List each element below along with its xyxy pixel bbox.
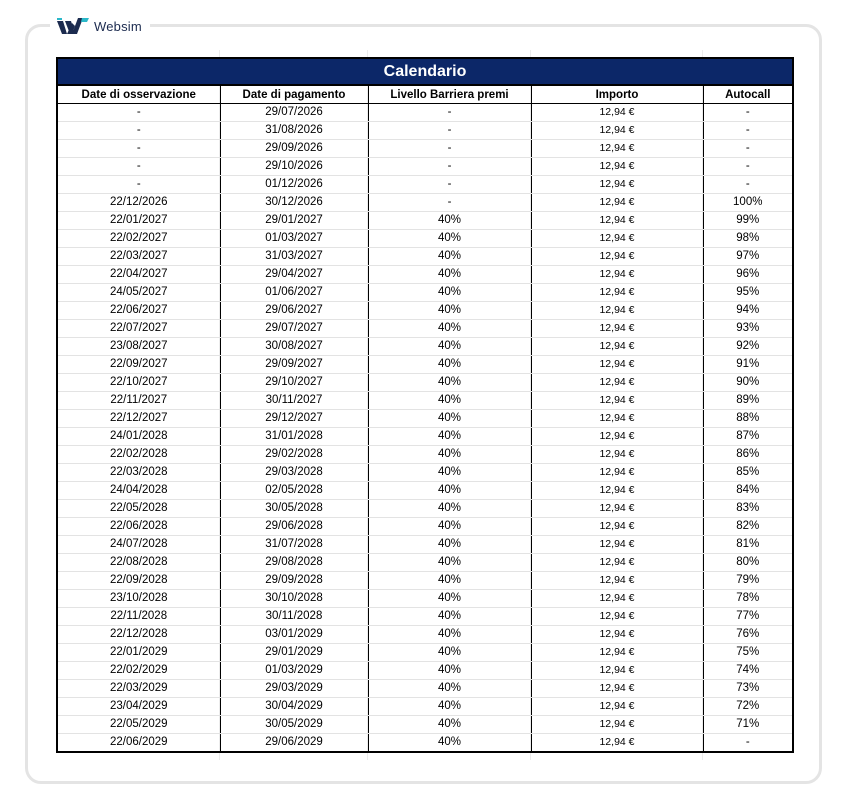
cell-barrier-level: 40% bbox=[368, 482, 531, 500]
cell-payment-date: 01/12/2026 bbox=[220, 176, 368, 194]
cell-payment-date: 31/03/2027 bbox=[220, 248, 368, 266]
table-row bbox=[57, 644, 793, 662]
cell-amount: 12,94 € bbox=[531, 698, 703, 716]
cell-autocall: 71% bbox=[703, 716, 793, 734]
table-row bbox=[57, 626, 793, 644]
cell-payment-date: 30/12/2026 bbox=[220, 194, 368, 212]
cell-barrier-level: 40% bbox=[368, 464, 531, 482]
cell-autocall: 96% bbox=[703, 266, 793, 284]
cell-barrier-level: 40% bbox=[368, 302, 531, 320]
table-row bbox=[57, 158, 793, 176]
cell-autocall: 91% bbox=[703, 356, 793, 374]
cell-payment-date: 02/05/2028 bbox=[220, 482, 368, 500]
table-row bbox=[57, 320, 793, 338]
header-autocall: Autocall bbox=[703, 85, 793, 104]
cell-observation-date: 22/06/2027 bbox=[57, 302, 220, 320]
cell-observation-date: 22/12/2027 bbox=[57, 410, 220, 428]
cell-amount: 12,94 € bbox=[531, 104, 703, 122]
cell-autocall: 73% bbox=[703, 680, 793, 698]
cell-payment-date: 29/09/2027 bbox=[220, 356, 368, 374]
cell-barrier-level: 40% bbox=[368, 320, 531, 338]
cell-amount: 12,94 € bbox=[531, 662, 703, 680]
cell-amount: 12,94 € bbox=[531, 320, 703, 338]
cell-payment-date: 30/05/2029 bbox=[220, 716, 368, 734]
cell-barrier-level: 40% bbox=[368, 734, 531, 753]
cell-autocall: 90% bbox=[703, 374, 793, 392]
cell-amount: 12,94 € bbox=[531, 140, 703, 158]
cell-barrier-level: - bbox=[368, 158, 531, 176]
cell-payment-date: 29/01/2029 bbox=[220, 644, 368, 662]
cell-observation-date: 22/06/2029 bbox=[109, 736, 168, 748]
cell-payment-date: 01/03/2027 bbox=[220, 230, 368, 248]
cell-barrier-level: - bbox=[368, 194, 531, 212]
table-row bbox=[57, 662, 793, 680]
table-row bbox=[57, 338, 793, 356]
cell-barrier-level: 40% bbox=[368, 446, 531, 464]
cell-autocall: 79% bbox=[703, 572, 793, 590]
table-row bbox=[57, 212, 793, 230]
cell-payment-date: 29/10/2027 bbox=[220, 374, 368, 392]
cell-autocall: 78% bbox=[703, 590, 793, 608]
cell-barrier-level: 40% bbox=[368, 284, 531, 302]
cell-autocall: 81% bbox=[703, 536, 793, 554]
cell-payment-date: 29/06/2028 bbox=[220, 518, 368, 536]
cell-payment-date: 01/06/2027 bbox=[220, 284, 368, 302]
cell-autocall: 74% bbox=[703, 662, 793, 680]
cell-autocall: 72% bbox=[703, 698, 793, 716]
cell-observation-date: 22/11/2027 bbox=[57, 392, 220, 410]
cell-amount: 12,94 € bbox=[531, 248, 703, 266]
cell-barrier-level: 40% bbox=[368, 356, 531, 374]
cell-amount: 12,94 € bbox=[531, 392, 703, 410]
table-row bbox=[57, 140, 793, 158]
cell-observation-date: 22/05/2028 bbox=[57, 500, 220, 518]
cell-amount: 12,94 € bbox=[531, 122, 703, 140]
cell-observation-date: 22/06/2028 bbox=[57, 518, 220, 536]
table-row bbox=[57, 284, 793, 302]
brand-logo bbox=[50, 14, 150, 38]
cell-payment-date: 30/08/2027 bbox=[220, 338, 368, 356]
cell-observation-date: 23/10/2028 bbox=[57, 590, 220, 608]
cell-amount: 12,94 € bbox=[531, 536, 703, 554]
cell-autocall: 99% bbox=[703, 212, 793, 230]
cell-autocall: 100% bbox=[703, 194, 793, 212]
table-row bbox=[57, 716, 793, 734]
cell-payment-date: 30/05/2028 bbox=[220, 500, 368, 518]
cell-autocall: 84% bbox=[703, 482, 793, 500]
table-row bbox=[57, 734, 793, 753]
cell-payment-date: 03/01/2029 bbox=[220, 626, 368, 644]
cell-barrier-level: 40% bbox=[368, 608, 531, 626]
cell-observation-date: 22/01/2029 bbox=[57, 644, 220, 662]
cell-autocall: - bbox=[703, 140, 793, 158]
cell-amount: 12,94 € bbox=[531, 482, 703, 500]
cell-amount: 12,94 € bbox=[531, 374, 703, 392]
cell-amount: 12,94 € bbox=[531, 158, 703, 176]
cell-amount: 12,94 € bbox=[531, 626, 703, 644]
cell-autocall: 92% bbox=[703, 338, 793, 356]
table-row bbox=[57, 482, 793, 500]
cell-payment-date: 29/02/2028 bbox=[220, 446, 368, 464]
table-row bbox=[57, 464, 793, 482]
cell-observation-date: 22/01/2027 bbox=[57, 212, 220, 230]
cell-autocall: - bbox=[703, 158, 793, 176]
header-observation-date: Date di osservazione bbox=[57, 85, 220, 104]
cell-autocall: 88% bbox=[703, 410, 793, 428]
cell-amount: 12,94 € bbox=[531, 446, 703, 464]
table-row bbox=[57, 608, 793, 626]
cell-payment-date: 29/09/2026 bbox=[220, 140, 368, 158]
cell-barrier-level: 40% bbox=[368, 392, 531, 410]
cell-payment-date: 29/03/2029 bbox=[220, 680, 368, 698]
cell-barrier-level: 40% bbox=[368, 410, 531, 428]
cell-payment-date: 31/01/2028 bbox=[220, 428, 368, 446]
cell-barrier-level: 40% bbox=[368, 662, 531, 680]
cell-autocall: 75% bbox=[703, 644, 793, 662]
cell-amount: 12,94 € bbox=[531, 716, 703, 734]
cell-barrier-level: 40% bbox=[368, 554, 531, 572]
table-row bbox=[57, 392, 793, 410]
cell-barrier-level: 40% bbox=[368, 716, 531, 734]
table-row bbox=[57, 374, 793, 392]
cell-payment-date: 29/06/2029 bbox=[220, 734, 368, 753]
table-row bbox=[57, 518, 793, 536]
cell-amount: 12,94 € bbox=[531, 500, 703, 518]
cell-autocall: 98% bbox=[703, 230, 793, 248]
calendar-table bbox=[56, 57, 794, 753]
cell-amount: 12,94 € bbox=[531, 644, 703, 662]
cell-observation-date: 22/02/2027 bbox=[57, 230, 220, 248]
table-row bbox=[57, 104, 793, 122]
table-row bbox=[57, 554, 793, 572]
cell-barrier-level: - bbox=[368, 104, 531, 122]
cell-observation-date: 22/07/2027 bbox=[57, 320, 220, 338]
cell-autocall: 82% bbox=[703, 518, 793, 536]
table-row bbox=[57, 356, 793, 374]
cell-payment-date: 30/11/2027 bbox=[220, 392, 368, 410]
cell-amount: 12,94 € bbox=[531, 230, 703, 248]
cell-observation-date: 22/08/2028 bbox=[57, 554, 220, 572]
cell-barrier-level: 40% bbox=[368, 626, 531, 644]
cell-observation-date: 22/02/2028 bbox=[57, 446, 220, 464]
cell-barrier-level: - bbox=[368, 122, 531, 140]
cell-amount: 12,94 € bbox=[531, 356, 703, 374]
cell-amount: 12,94 € bbox=[531, 518, 703, 536]
cell-observation-date: 22/12/2026 bbox=[57, 194, 220, 212]
table-row bbox=[57, 590, 793, 608]
header-barrier-level: Livello Barriera premi bbox=[368, 85, 531, 104]
cell-barrier-level: 40% bbox=[368, 500, 531, 518]
cell-autocall: 93% bbox=[703, 320, 793, 338]
cell-payment-date: 29/07/2026 bbox=[220, 104, 368, 122]
table-title: Calendario bbox=[57, 58, 793, 85]
cell-payment-date: 29/06/2027 bbox=[220, 302, 368, 320]
cell-amount: 12,94 € bbox=[531, 572, 703, 590]
table-row bbox=[57, 572, 793, 590]
cell-barrier-level: 40% bbox=[368, 518, 531, 536]
table-row bbox=[57, 410, 793, 428]
cell-payment-date: 31/08/2026 bbox=[220, 122, 368, 140]
cell-observation-date: - bbox=[57, 176, 220, 194]
cell-amount: 12,94 € bbox=[531, 590, 703, 608]
calendar-body bbox=[57, 104, 793, 753]
table-row bbox=[57, 500, 793, 518]
table-row bbox=[57, 266, 793, 284]
websim-w-logo-icon bbox=[56, 15, 90, 37]
cell-autocall: 85% bbox=[703, 464, 793, 482]
cell-observation-date: 22/02/2029 bbox=[57, 662, 220, 680]
table-row bbox=[57, 698, 793, 716]
header-amount: Importo bbox=[531, 85, 703, 104]
cell-payment-date: 29/09/2028 bbox=[220, 572, 368, 590]
cell-barrier-level: 40% bbox=[368, 338, 531, 356]
cell-autocall: 89% bbox=[703, 392, 793, 410]
cell-observation-date: 24/07/2028 bbox=[57, 536, 220, 554]
cell-amount: 12,94 € bbox=[531, 266, 703, 284]
cell-barrier-level: 40% bbox=[368, 248, 531, 266]
cell-barrier-level: 40% bbox=[368, 230, 531, 248]
cell-amount: 12,94 € bbox=[531, 338, 703, 356]
cell-observation-date: 22/03/2028 bbox=[57, 464, 220, 482]
table-row bbox=[57, 536, 793, 554]
brand-name: Websim bbox=[94, 18, 142, 34]
cell-autocall: 76% bbox=[703, 626, 793, 644]
cell-amount: 12,94 € bbox=[531, 284, 703, 302]
cell-observation-date: 22/12/2028 bbox=[57, 626, 220, 644]
cell-payment-date: 29/08/2028 bbox=[220, 554, 368, 572]
cell-barrier-level: - bbox=[368, 140, 531, 158]
cell-barrier-level: 40% bbox=[368, 572, 531, 590]
header-payment-date: Date di pagamento bbox=[220, 85, 368, 104]
cell-autocall: 87% bbox=[703, 428, 793, 446]
table-header-row bbox=[57, 85, 793, 104]
cell-payment-date: 01/03/2029 bbox=[220, 662, 368, 680]
cell-autocall: 86% bbox=[703, 446, 793, 464]
cell-observation-date: - bbox=[57, 122, 220, 140]
cell-payment-date: 29/01/2027 bbox=[220, 212, 368, 230]
cell-barrier-level: 40% bbox=[368, 680, 531, 698]
cell-autocall: 95% bbox=[703, 284, 793, 302]
cell-observation-date: 24/05/2027 bbox=[57, 284, 220, 302]
cell-autocall: - bbox=[703, 104, 793, 122]
cell-payment-date: 29/04/2027 bbox=[220, 266, 368, 284]
cell-amount: 12,94 € bbox=[531, 176, 703, 194]
cell-observation-date: - bbox=[57, 104, 220, 122]
cell-observation-date: - bbox=[57, 158, 220, 176]
table-row bbox=[57, 248, 793, 266]
cell-amount: 12,94 € bbox=[531, 428, 703, 446]
cell-barrier-level: 40% bbox=[368, 590, 531, 608]
cell-autocall: - bbox=[703, 176, 793, 194]
table-row bbox=[57, 680, 793, 698]
cell-observation-date: 22/04/2027 bbox=[57, 266, 220, 284]
cell-barrier-level: 40% bbox=[368, 698, 531, 716]
cell-amount: 12,94 € bbox=[531, 212, 703, 230]
cell-barrier-level: 40% bbox=[368, 536, 531, 554]
cell-barrier-level: 40% bbox=[368, 374, 531, 392]
cell-payment-date: 29/12/2027 bbox=[220, 410, 368, 428]
cell-autocall: 97% bbox=[703, 248, 793, 266]
cell-barrier-level: 40% bbox=[368, 428, 531, 446]
table-row bbox=[57, 176, 793, 194]
cell-observation-date: 23/08/2027 bbox=[57, 338, 220, 356]
cell-observation-date: 22/09/2028 bbox=[57, 572, 220, 590]
table-row bbox=[57, 122, 793, 140]
cell-amount: 12,94 € bbox=[531, 608, 703, 626]
cell-autocall: 83% bbox=[703, 500, 793, 518]
cell-amount: 12,94 € bbox=[531, 194, 703, 212]
table-row bbox=[57, 446, 793, 464]
cell-barrier-level: 40% bbox=[368, 644, 531, 662]
cell-observation-date: 22/09/2027 bbox=[57, 356, 220, 374]
table-row bbox=[57, 428, 793, 446]
cell-autocall: - bbox=[703, 122, 793, 140]
table-row bbox=[57, 194, 793, 212]
cell-payment-date: 30/04/2029 bbox=[220, 698, 368, 716]
table-row bbox=[57, 302, 793, 320]
cell-barrier-level: - bbox=[368, 176, 531, 194]
cell-observation-date: - bbox=[57, 140, 220, 158]
cell-payment-date: 29/07/2027 bbox=[220, 320, 368, 338]
cell-observation-date: 24/04/2028 bbox=[57, 482, 220, 500]
cell-barrier-level: 40% bbox=[368, 266, 531, 284]
cell-payment-date: 30/11/2028 bbox=[220, 608, 368, 626]
cell-autocall: 80% bbox=[703, 554, 793, 572]
cell-amount: 12,94 € bbox=[531, 410, 703, 428]
cell-observation-date: 23/04/2029 bbox=[57, 698, 220, 716]
cell-amount: 12,94 € bbox=[531, 302, 703, 320]
cell-payment-date: 29/10/2026 bbox=[220, 158, 368, 176]
cell-amount: 12,94 € bbox=[531, 680, 703, 698]
cell-autocall: 77% bbox=[703, 608, 793, 626]
table-row bbox=[57, 230, 793, 248]
table-title-row bbox=[57, 58, 793, 85]
cell-observation-date: 24/01/2028 bbox=[57, 428, 220, 446]
cell-observation-date: 22/03/2029 bbox=[57, 680, 220, 698]
cell-payment-date: 30/10/2028 bbox=[220, 590, 368, 608]
cell-amount: 12,94 € bbox=[531, 554, 703, 572]
cell-barrier-level: 40% bbox=[368, 212, 531, 230]
cell-observation-date: 22/10/2027 bbox=[57, 374, 220, 392]
cell-payment-date: 31/07/2028 bbox=[220, 536, 368, 554]
cell-observation-date: 22/05/2029 bbox=[57, 716, 220, 734]
cell-observation-date: 22/03/2027 bbox=[57, 248, 220, 266]
cell-amount: 12,94 € bbox=[531, 464, 703, 482]
cell-autocall: 94% bbox=[703, 302, 793, 320]
cell-autocall: - bbox=[703, 734, 793, 753]
cell-observation-date: 22/11/2028 bbox=[57, 608, 220, 626]
cell-payment-date: 29/03/2028 bbox=[220, 464, 368, 482]
cell-amount: 12,94 € bbox=[531, 734, 703, 753]
